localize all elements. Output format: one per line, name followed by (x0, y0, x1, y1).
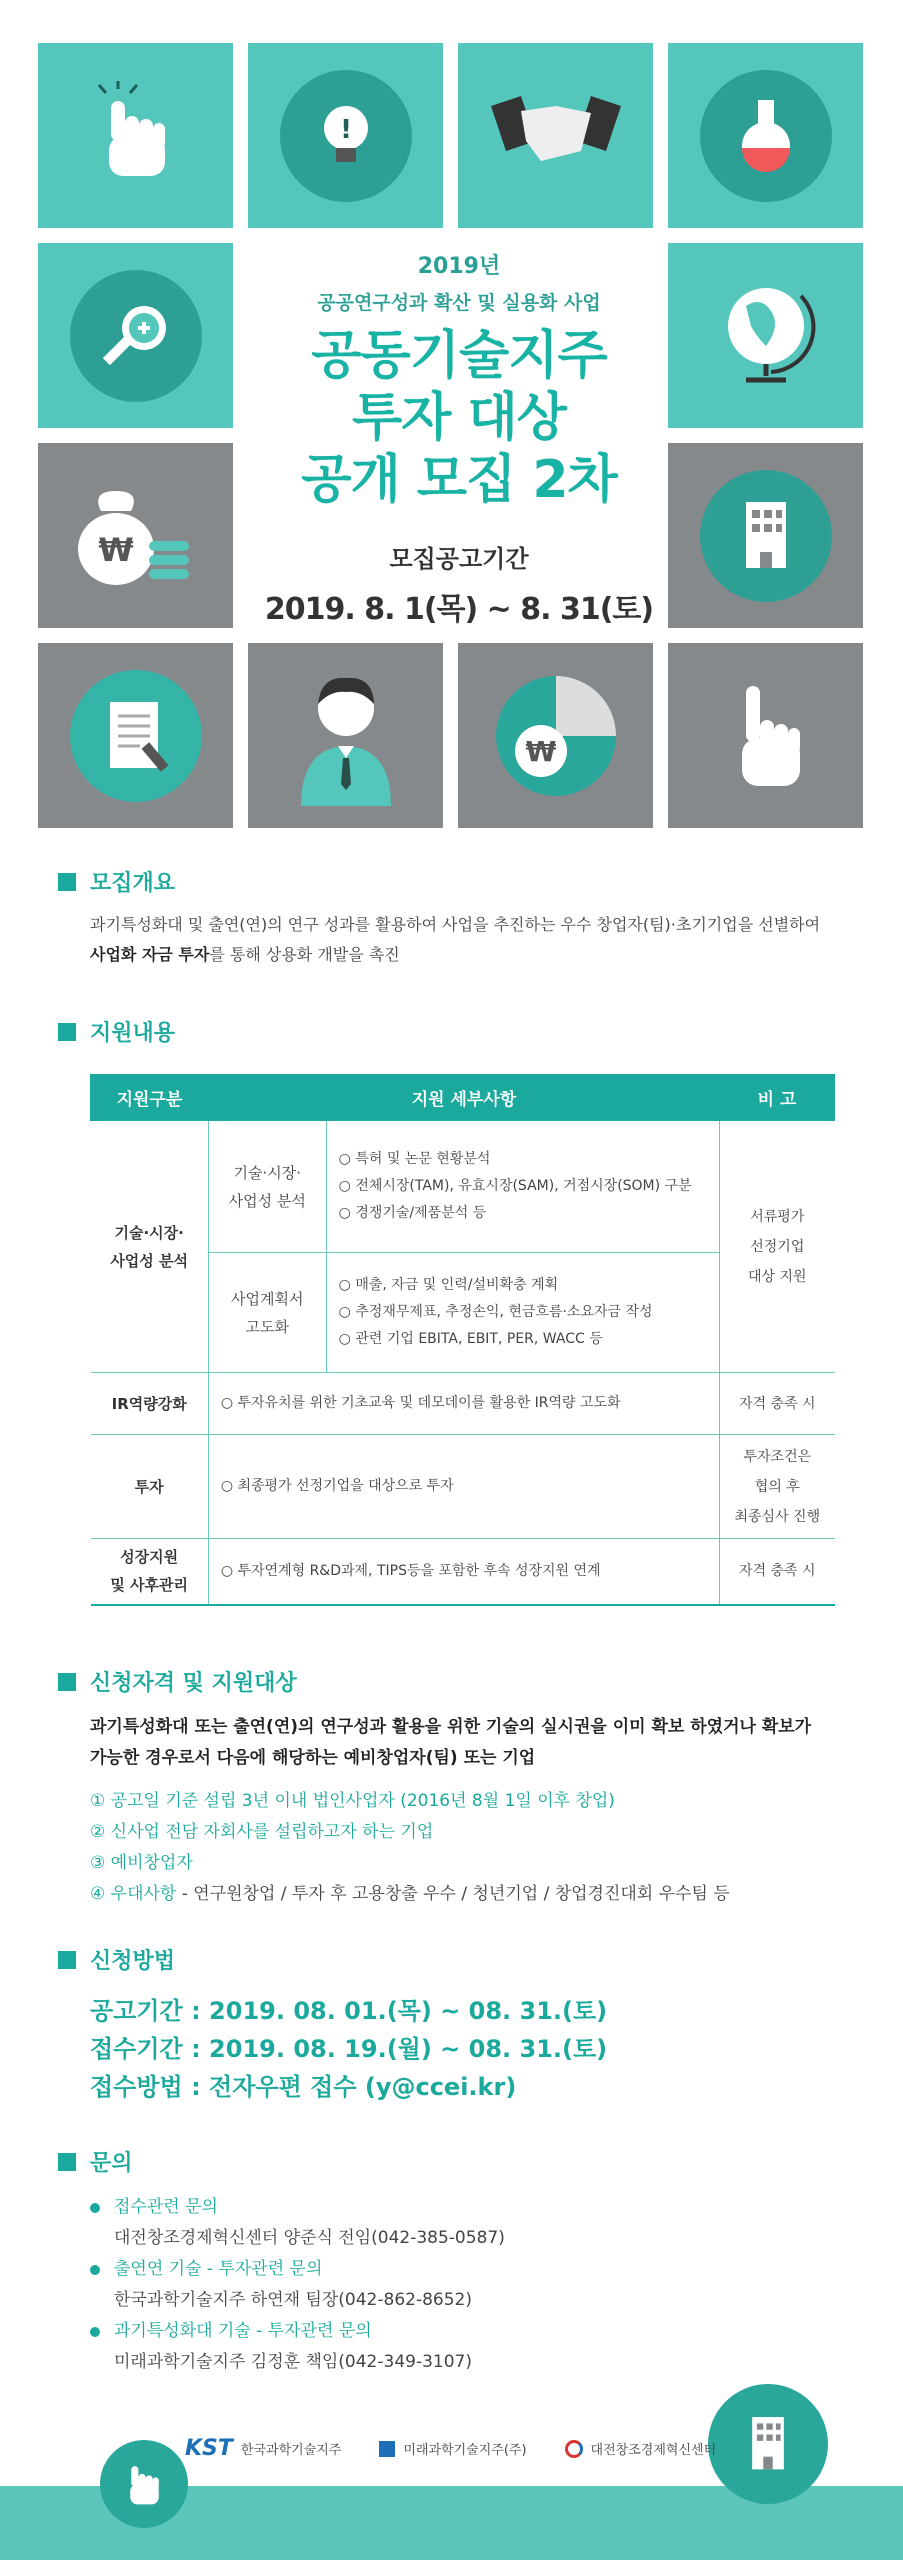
hero-title-block (254, 239, 664, 627)
detail-item: ○ 관련 기업 EBITA, EBIT, PER, WACC 등 (339, 1326, 707, 1353)
row-detail-list (208, 1373, 719, 1435)
logo-kst: KST 한국과학기술지주 (185, 2436, 342, 2461)
person-icon (291, 666, 401, 806)
row-note: 자격 충족 시 (720, 1539, 835, 1605)
tile-idea (248, 43, 443, 228)
svg-text:₩: ₩ (97, 530, 134, 569)
section-square-icon (58, 1023, 76, 1041)
row-category: 성장지원 및 사후관리 (91, 1539, 209, 1605)
support-table (90, 1074, 835, 1606)
contact-heading: 과기특성화대 기술 - 투자관련 문의 (90, 2316, 505, 2347)
detail-item: ○ 특허 및 논문 현황분석 (339, 1146, 707, 1173)
tile-person (248, 643, 443, 828)
apply-method: 접수방법 : 전자우편 접수 (y@ccei.kr) (90, 2073, 517, 2101)
table-header-row (91, 1075, 835, 1121)
ccei-logo-icon (565, 2440, 583, 2458)
detail-item: ○ 최종평가 선정기업을 대상으로 투자 (221, 1473, 707, 1500)
hand-click-icon (116, 2456, 172, 2512)
apply-period: 공고기간 : 2019. 08. 01.(목) ~ 08. 31.(토) (90, 1997, 608, 2025)
table-row (91, 1121, 835, 1253)
row-detail-list (208, 1539, 719, 1605)
contact-list (90, 2192, 505, 2378)
hand-click-icon (81, 81, 191, 191)
hero-title-line2: 투자 대상 (351, 388, 567, 448)
qualification-item: ② 신사업 전담 자회사를 설립하고자 하는 기업 (90, 1822, 434, 1842)
magnifier-icon (88, 288, 184, 384)
detail-item: ○ 경쟁기술/제품분석 등 (339, 1200, 707, 1227)
tile-handshake (458, 43, 653, 228)
money-bag-icon (71, 481, 201, 591)
detail-item: ○ 투자연계형 R&D과제, TIPS등을 포함한 후속 성장지원 연계 (221, 1558, 707, 1585)
contact-heading: 접수관련 문의 (90, 2192, 505, 2223)
row-note: 자격 충족 시 (720, 1373, 835, 1435)
section-support-title: 지원내용 (58, 1016, 175, 1047)
hero-subtitle: 공공연구성과 확산 및 실용화 사업 (317, 292, 601, 314)
table-row (91, 1373, 835, 1435)
detail-item: ○ 추정재무제표, 추정손익, 현금흐름·소요자금 작성 (339, 1299, 707, 1326)
section-apply-title: 신청방법 (58, 1944, 175, 1975)
contact-body: 한국과학기술지주 하연재 팀장(042-862-8652) (114, 2290, 472, 2310)
flask-icon (718, 88, 814, 184)
hero-period-label: 모집공고기간 (389, 545, 529, 573)
globe-icon (711, 276, 821, 396)
hero-period: 2019. 8. 1(목) ~ 8. 31(토) (264, 592, 654, 627)
contact-body: 미래과학기술지주 김정훈 책임(042-349-3107) (114, 2352, 472, 2372)
tile-search (38, 243, 233, 428)
tile-chart (458, 643, 653, 828)
apply-details (90, 1992, 607, 2106)
qualification-intro: 과기특성화대 또는 출연(연)의 연구성과 활용을 위한 기술의 실시권을 이미 확보 하였거나 확보가 가능한 경우로서 다음에 해당하는 예비창업자(팀) 또는 기업 (90, 1717, 812, 1768)
svg-text:₩: ₩ (525, 734, 556, 768)
hero-title-line1: 공동기술지주 (311, 326, 607, 386)
qualification-list (90, 1786, 730, 1910)
row-subcategory: 기술·시장· 사업성 분석 (208, 1121, 326, 1253)
tile-flask (668, 43, 863, 228)
table-header: 지원 세부사항 (208, 1075, 719, 1121)
footer-hand-circle (100, 2440, 188, 2528)
table-header: 지원구분 (91, 1075, 209, 1121)
hero-title-line3: 공개 모집 2차 (301, 450, 617, 510)
building-icon (718, 488, 814, 584)
tile-pointer (668, 643, 863, 828)
row-note: 투자조건은 협의 후 최종심사 진행 (720, 1435, 835, 1539)
footer-logos (185, 2436, 716, 2461)
section-square-icon (58, 1673, 76, 1691)
svg-text:!: ! (339, 114, 352, 145)
tile-globe (668, 243, 863, 428)
pie-chart-icon (486, 666, 626, 806)
building-icon (730, 2406, 806, 2482)
hero-year: 2019년 (417, 254, 501, 279)
row-subcategory: 사업계획서 고도화 (208, 1253, 326, 1373)
detail-item: ○ 전체시장(TAM), 유효시장(SAM), 거점시장(SOM) 구분 (339, 1173, 707, 1200)
qualification-item: ③ 예비창업자 (90, 1853, 193, 1873)
tile-document (38, 643, 233, 828)
tile-building (668, 443, 863, 628)
qualification-item: ① 공고일 기준 설립 3년 이내 법인사업자 (2016년 8월 1일 이후 창업) (90, 1791, 615, 1811)
row-detail-list (326, 1253, 719, 1373)
contact-body: 대전창조경제혁신센터 양준식 전임(042-385-0587) (114, 2228, 505, 2248)
section-qualification-title: 신청자격 및 지원대상 (58, 1666, 297, 1697)
lightbulb-icon (298, 88, 394, 184)
table-header: 비 고 (720, 1075, 835, 1121)
logo-mirae: 미래과학기술지주(주) (379, 2439, 526, 2458)
logo-ccei: 대전창조경제혁신센터 (565, 2439, 717, 2458)
row-detail-list (208, 1435, 719, 1539)
table-row (91, 1435, 835, 1539)
row-category: 기술·시장· 사업성 분석 (91, 1121, 209, 1373)
section-contact-title: 문의 (58, 2146, 133, 2177)
mirae-logo-icon (379, 2441, 395, 2457)
section-overview-title: 모집개요 (58, 866, 175, 897)
hero-banner (38, 43, 865, 828)
section-square-icon (58, 873, 76, 891)
table-row (91, 1539, 835, 1605)
row-note: 서류평가 선정기업 대상 지원 (720, 1121, 835, 1373)
section-square-icon (58, 2153, 76, 2171)
document-icon (88, 688, 184, 784)
footer-building-circle (708, 2384, 828, 2504)
detail-item: ○ 매출, 자금 및 인력/설비확충 계획 (339, 1272, 707, 1299)
detail-item: ○ 투자유치를 위한 기초교육 및 데모데이를 활용한 IR역량 고도화 (221, 1390, 707, 1417)
tile-click (38, 43, 233, 228)
section-square-icon (58, 1951, 76, 1969)
row-category: IR역량강화 (91, 1373, 209, 1435)
row-detail-list (326, 1121, 719, 1253)
handshake-icon (486, 91, 626, 181)
pointing-hand-icon (716, 676, 816, 796)
overview-text: 과기특성화대 및 출연(연)의 연구 성과를 활용하여 사업을 추진하는 우수 창업자(팀)·초기기업을 선별하여 사업화 자금 투자를 통해 상용화 개발을 촉진 (90, 915, 821, 964)
tile-money (38, 443, 233, 628)
row-category: 투자 (91, 1435, 209, 1539)
contact-heading: 출연연 기술 - 투자관련 문의 (90, 2254, 505, 2285)
apply-receipt: 접수기간 : 2019. 08. 19.(월) ~ 08. 31.(토) (90, 2035, 608, 2063)
qualification-item: ④ 우대사항 - 연구원창업 / 투자 후 고용창출 우수 / 청년기업 / 창업경진대회 우수팀 등 (90, 1884, 730, 1904)
